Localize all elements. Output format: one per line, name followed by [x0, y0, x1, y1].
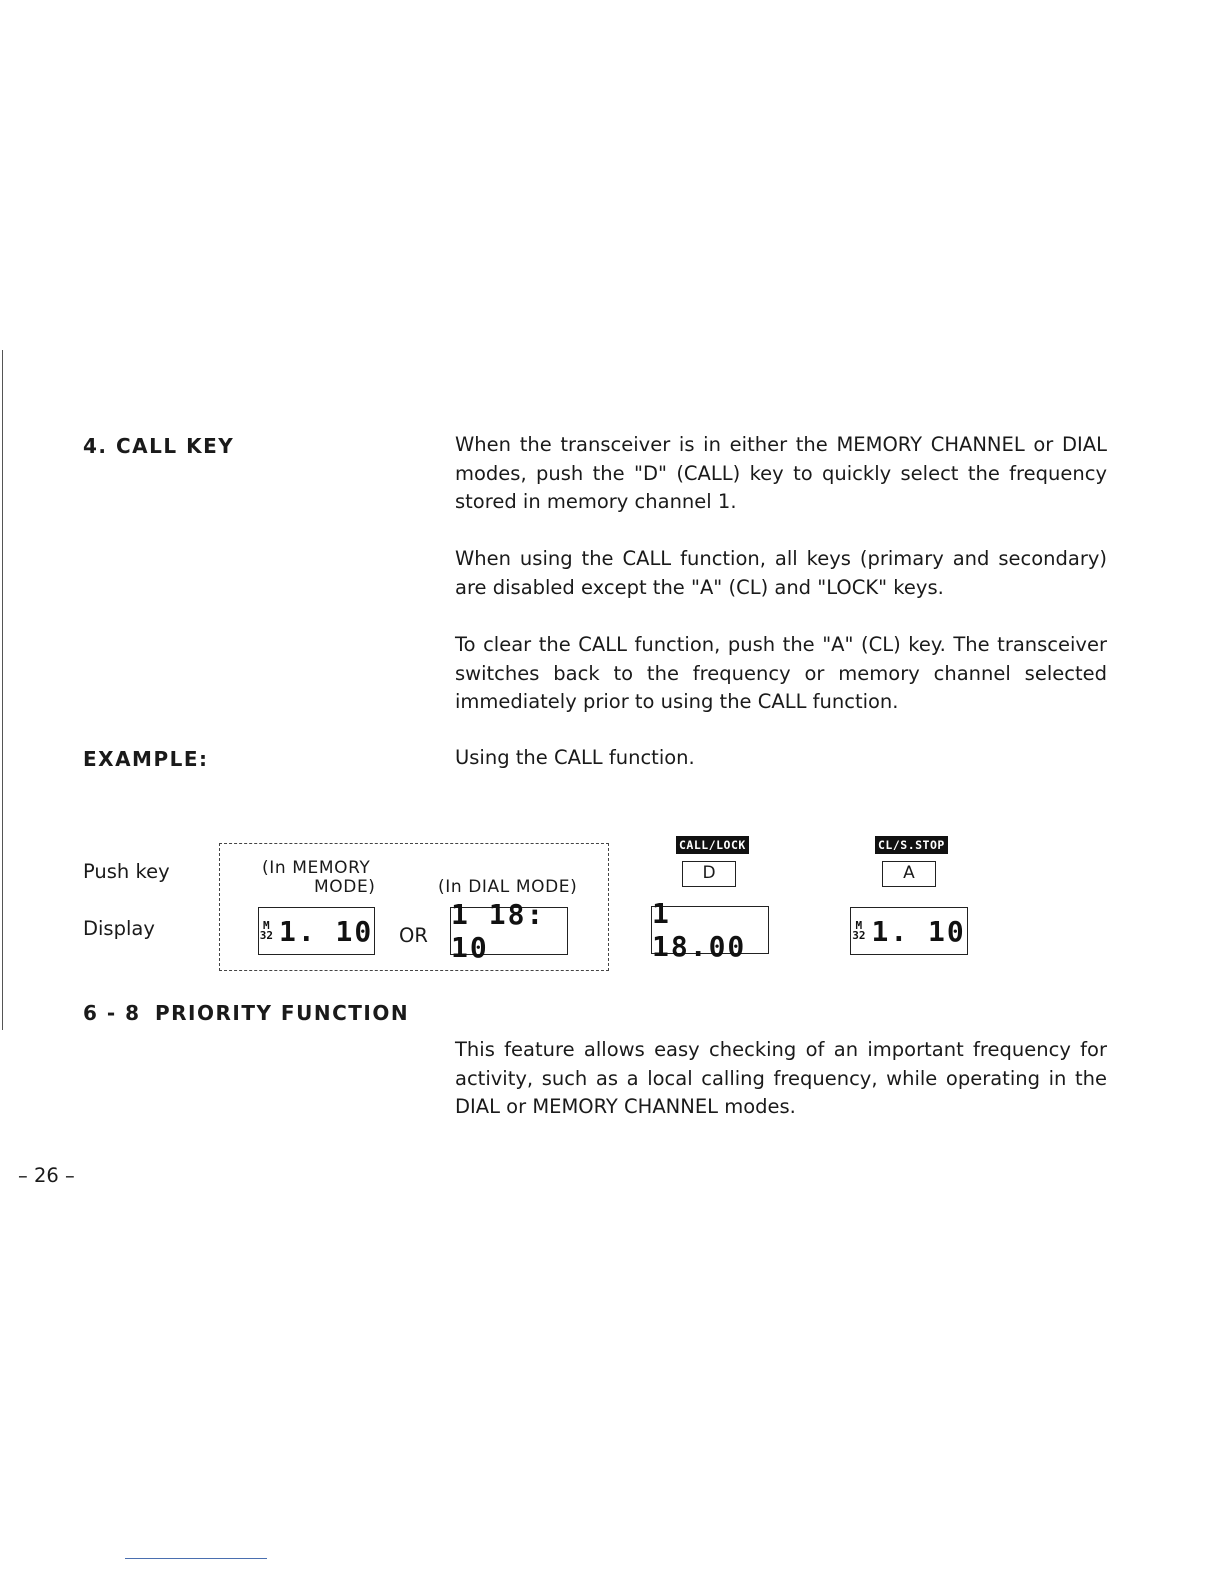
memory-mode-caption-line2: MODE): [314, 877, 376, 897]
lcd-frequency: 1. 10: [278, 914, 374, 948]
call-lock-key-label: CALL/LOCK: [676, 836, 749, 854]
dial-mode-caption: (In DIAL MODE): [438, 877, 578, 897]
display-row-label: Display: [83, 917, 155, 940]
lcd-m-indicator: M: [263, 919, 270, 932]
memory-mode-caption-line1: (In MEMORY: [262, 858, 371, 878]
bottom-edge-line: [125, 1558, 267, 1559]
lcd-channel-indicator: [852, 921, 865, 941]
call-key-paragraph-2: When using the CALL function, all keys (primary and secondary) are disabled except the "A" (CL) and "LOCK" keys.: [455, 547, 1107, 599]
lcd-dial-mode: [450, 898, 568, 964]
call-key-paragraph-3-block: [455, 631, 1107, 717]
page-number: – 26 –: [18, 1164, 75, 1187]
priority-description: This feature allows easy checking of an important frequency for activity, such as a local calling frequency, while operating in the DIAL or MEMORY CHANNEL modes.: [455, 1038, 1107, 1118]
call-key-paragraph-3: To clear the CALL function, push the "A" (CL) key. The transceiver switches back to the frequency or memory channel selected immediately prior to using the CALL function.: [455, 633, 1107, 713]
lcd-call-result: [651, 897, 769, 963]
d-call-key[interactable]: D: [682, 861, 736, 887]
lcd-channel-indicator: [260, 921, 273, 941]
priority-description-block: [455, 1036, 1107, 1122]
or-label: OR: [399, 924, 428, 947]
lcd-after-clear: [850, 907, 968, 955]
lcd-frequency: 1 18: 10: [451, 898, 546, 964]
lcd-frequency: 1. 10: [871, 914, 966, 948]
push-key-row-label: Push key: [83, 860, 170, 883]
priority-section-number: 6 - 8: [83, 1001, 141, 1025]
call-key-heading: 4. CALL KEY: [83, 434, 235, 458]
lcd-channel-number: 32: [852, 929, 866, 942]
lcd-frequency: 1 18.00: [652, 897, 747, 963]
lcd-channel-number: 32: [259, 929, 273, 942]
priority-section-title: PRIORITY FUNCTION: [155, 1001, 410, 1025]
example-label: EXAMPLE:: [83, 747, 209, 771]
a-clear-key[interactable]: A: [882, 861, 936, 887]
call-key-paragraph-2-block: [455, 545, 1107, 602]
lcd-memory-mode: [258, 907, 375, 955]
call-key-paragraph-1: When the transceiver is in either the MEMORY CHANNEL or DIAL modes, push the "D" (CALL) key to quickly select the frequency stored in memory channel 1.: [455, 433, 1107, 513]
scan-edge-line: [2, 350, 3, 1030]
lcd-m-indicator: M: [855, 919, 863, 932]
cl-s-stop-key-label: CL/S.STOP: [875, 836, 948, 854]
example-description: Using the CALL function.: [455, 746, 695, 769]
call-key-description: [455, 431, 1107, 517]
